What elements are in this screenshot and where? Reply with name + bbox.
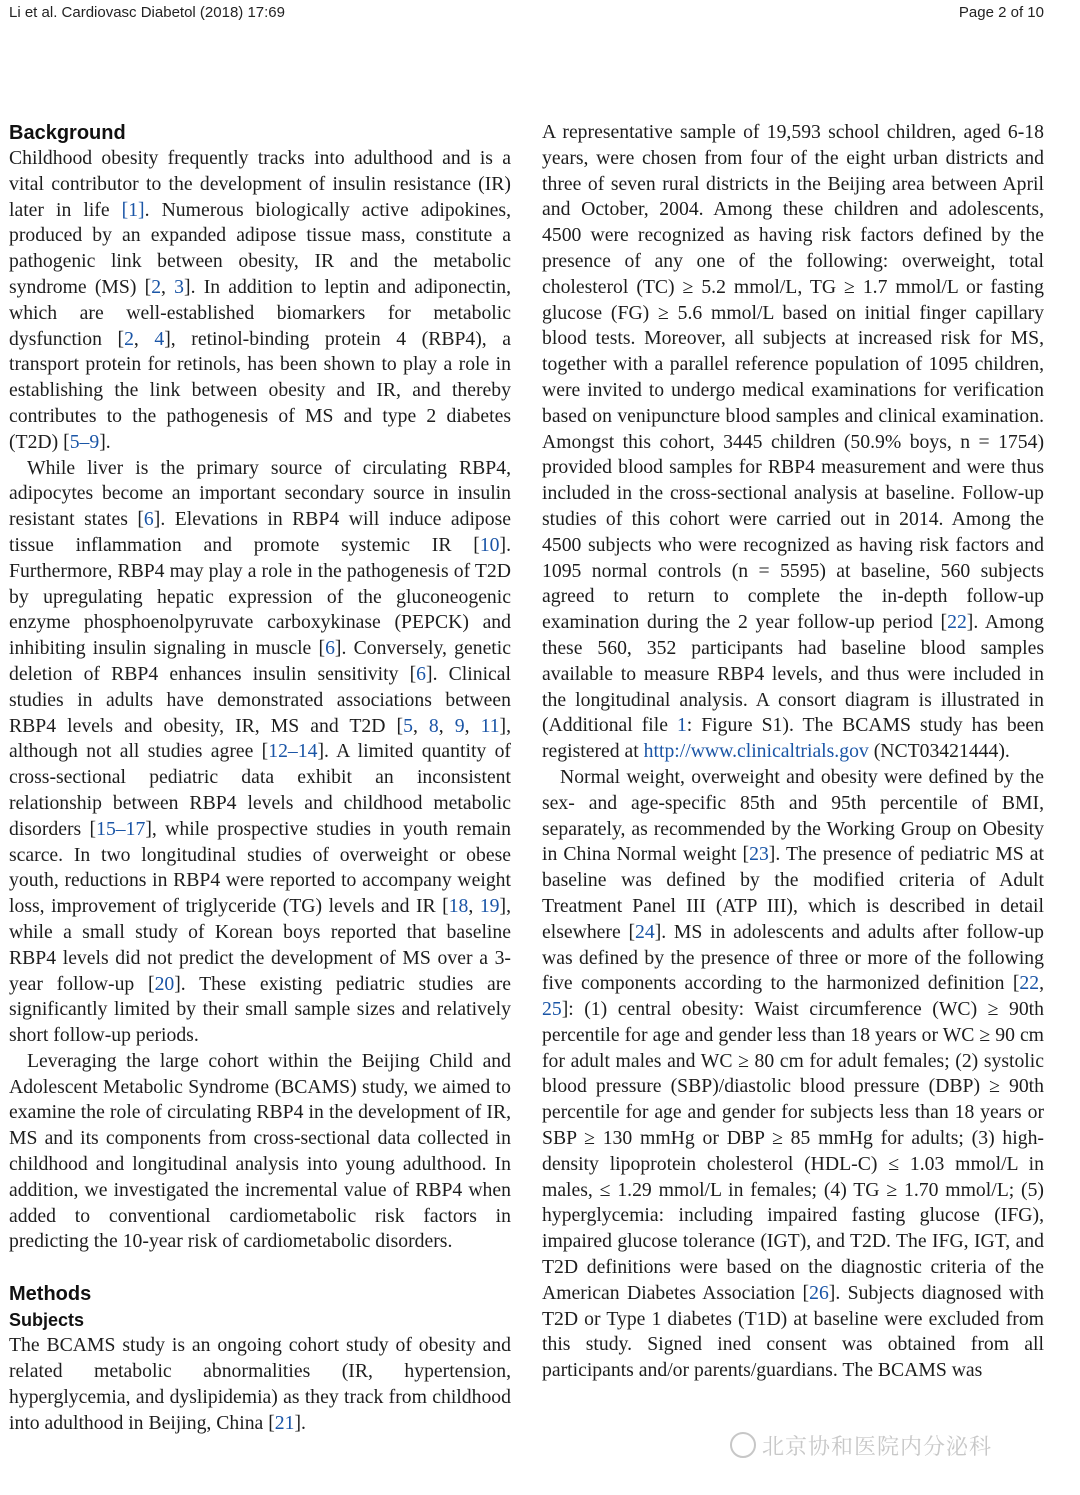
reference-link[interactable]: 18 bbox=[448, 895, 469, 918]
clinicaltrials-link[interactable]: http://www.clinicaltrials.gov bbox=[643, 740, 869, 763]
reference-link[interactable]: 6 bbox=[143, 508, 154, 531]
section-spacer bbox=[9, 1255, 511, 1281]
background-paragraph-2: While liver is the primary source of circulating RBP4, adipocytes become an important secondary source in insulin resistant states [6]. Elevations in RBP4 will induce adipose tissue inflammation and promote systemic IR [10]. Furthermore, RBP4 may play a role in the pathogenesis of T2D by upregulating hepatic expression of the gluconeogenic enzyme phosphoenolpyruvate carboxykinase (PEPCK) and inhibiting insulin signaling in muscle [6]. Conversely, genetic deletion of RBP4 enhances insulin sensitivity [6]. Clinical studies in adults have demonstrated associations between RBP4 levels and obesity, IR, MS and T2D [5, 8, 9, 11], although not all studies agree [12–14]. A limited quantity of cross-sectional pediatric data exhibit an inconsistent relationship between RBP4 levels and childhood metabolic disorders [15–17], while prospective studies in youth remain scarce. In two longitudinal studies of overweight or obese youth, reductions in RBP4 were reported to accompany weight loss, improvement of triglyceride (TG) levels and IR [18, 19], while a small study of Korean boys reported that baseline RBP4 levels did not predict the development of MS over a 3-year follow-up [20]. These existing pediatric studies are significantly limited by their small sample sizes and relatively short follow-up periods. bbox=[9, 456, 512, 1047]
reference-link[interactable]: 3 bbox=[174, 275, 185, 298]
reference-link[interactable]: 5 bbox=[403, 714, 413, 737]
reference-link[interactable]: 22 bbox=[947, 611, 967, 634]
subjects-paragraph-continued: A representative sample of 19,593 school children, aged 6-18 years, were chosen from four of the eight urban districts and three of seven rural districts in the Beijing area between April and October, 2004. Among these children and adolescents, 4500 were recognized as having risk factors defined by the presence of any one of the following: overweight, total cholesterol (TC) ≥ 5.2 mmol/L, TG ≥ 1.7 mmol/L or fasting glucose (FG) ≥ 5.6 mmol/L based on initial finger capillary blood tests. Moreover, all subjects at increased risk for MS, together with a parallel reference population of 1095 children, were invited to undergo medical examinations for verification based on venipuncture blood samples and clinical examination. Amongst this cohort, 3445 children (50.9% boys, n = 1754) provided blood samples for RBP4 measurement and were thus included in the cross-sectional analysis at baseline. Follow-up studies of this cohort were carried out in 2014. Among the 4500 subjects who were recognized as having risk factors and 1095 normal controls (n = 5595) at baseline, 560 subjects agreed to return to complete the in-depth follow-up examination during the 2 year follow-up period [22]. Among these 560, 352 participants had baseline blood samples available to measure RBP4 levels, and thus were included in the longitudinal analysis. A consort diagram is illustrated in (Additional file 1: Figure S1). The BCAMS study has been registered at http://www.clinicaltrials.gov (NCT03421444). bbox=[542, 121, 1044, 763]
reference-link[interactable]: 24 bbox=[635, 920, 655, 943]
reference-link[interactable]: 5–9 bbox=[69, 430, 100, 453]
reference-link[interactable]: 10 bbox=[479, 533, 500, 556]
subjects-heading: Subjects bbox=[9, 1310, 85, 1331]
page-header bbox=[0, 0, 1080, 34]
definitions-paragraph: Normal weight, overweight and obesity were defined by the sex- and age-specific 85th and 95th percentile of BMI, separately, as recommended by the Working Group on Obesity in China Normal weight [23]. The presence of pediatric MS at baseline was defined by the modified criteria of Adult Treatment Panel III (ATP III), which is described in detail elsewhere [24]. MS in adolescents and adults after follow-up was defined by the presence of three or more of the following five components according to the harmonized definition [22, 25]: (1) central obesity: Waist circumference (WC) ≥ 90th percentile for age and gender less than 18 years or WC ≥ 90 cm for adult males and WC ≥ 80 cm for adult females; (2) systolic blood pressure (SBP)/diastolic blood pressure (DBP) ≥ 90th percentile for age and gender for subjects less than 18 years or SBP ≥ 130 mmHg or DBP ≥ 85 mmHg for adults; (3) high-density lipoprotein cholesterol (HDL-C) ≤ 1.03 mmol/L in males, ≤ 1.29 mmol/L in females; (4) TG ≥ 1.70 mmol/L; (5) hyperglycemia: including impaired fasting glucose (IFG), impaired glucose tolerance (IGT), and T2D. The IFG, IGT, and T2D definitions were based on the diagnostic criteria of the American Diabetes Association [26]. Subjects diagnosed with T2D or Type 1 diabetes (T1D) at baseline were excluded from this study. Signed ined consent was obtained from all participants and/or parents/guardians. The BCAMS was bbox=[542, 765, 1044, 1382]
reference-link[interactable]: 2 bbox=[151, 275, 162, 298]
reference-link[interactable]: 19 bbox=[479, 895, 500, 918]
reference-link[interactable]: 20 bbox=[154, 972, 175, 995]
reference-link[interactable]: 15–17 bbox=[96, 817, 146, 840]
reference-link[interactable]: 12–14 bbox=[268, 740, 318, 763]
methods-heading: Methods bbox=[9, 1283, 92, 1306]
reference-link[interactable]: 22 bbox=[1019, 972, 1040, 995]
reference-link[interactable]: [1] bbox=[121, 198, 145, 221]
reference-link[interactable]: 25 bbox=[542, 998, 562, 1021]
reference-link[interactable]: 2 bbox=[124, 327, 134, 350]
right-column bbox=[542, 120, 1044, 1384]
reference-link[interactable]: 11 bbox=[480, 714, 500, 737]
reference-link[interactable]: 21 bbox=[274, 1411, 295, 1434]
wechat-icon bbox=[730, 1432, 756, 1458]
reference-link[interactable]: 6 bbox=[416, 662, 427, 685]
reference-link[interactable]: 9 bbox=[454, 714, 465, 737]
page-number: Page 2 of 10 bbox=[958, 4, 1044, 21]
watermark-text: 北京协和医院内分泌科 bbox=[762, 1434, 993, 1460]
journal-citation: Li et al. Cardiovasc Diabetol (2018) 17:69 bbox=[9, 4, 285, 21]
reference-link[interactable]: 4 bbox=[154, 327, 165, 350]
reference-link[interactable]: 6 bbox=[325, 637, 335, 660]
reference-link[interactable]: 26 bbox=[809, 1281, 829, 1304]
additional-file-link[interactable]: 1 bbox=[676, 714, 687, 737]
subjects-paragraph: The BCAMS study is an ongoing cohort study of obesity and related metabolic abnormalities (IR, hypertension, hyperglycemia, and dyslipidemia) as they track from childhood into adulthood in Beijing, China [21]. bbox=[9, 1334, 511, 1434]
reference-link[interactable]: 8 bbox=[428, 714, 439, 737]
background-heading: Background bbox=[9, 122, 126, 144]
reference-link[interactable]: 23 bbox=[749, 843, 769, 866]
watermark bbox=[730, 1428, 1050, 1462]
left-column bbox=[9, 120, 511, 1436]
background-paragraph-3: Leveraging the large cohort within the Beijing Child and Adolescent Metabolic Syndrome (BCAMS) study, we aimed to examine the role of circulating RBP4 in the development of IR, MS and its components from cross-sectional data collected in childhood and longitudinal analysis into young adulthood. In addition, we investigated the incremental value of RBP4 when added to conventional cardiometabolic risk factors in predicting the 10-year risk of cardiometabolic disorders. bbox=[9, 1049, 511, 1253]
background-paragraph-1: Childhood obesity frequently tracks into adulthood and is a vital contributor to the development of insulin resistance (IR) later in life [1]. Numerous biologically active adipokines, produced by an expanded adipose tissue mass, constitute a pathogenic link between obesity, IR and the metabolic syndrome (MS) [2, 3]. In addition to leptin and adiponectin, which are well-established biomarkers for metabolic dysfunction [2, 4], retinol-binding protein 4 (RBP4), a transport protein for retinols, has been shown to play a role in establishing the link between obesity and IR, and thereby contributes to the pathogenesis of MS and type 2 diabetes (T2D) [5–9]. bbox=[9, 147, 512, 453]
